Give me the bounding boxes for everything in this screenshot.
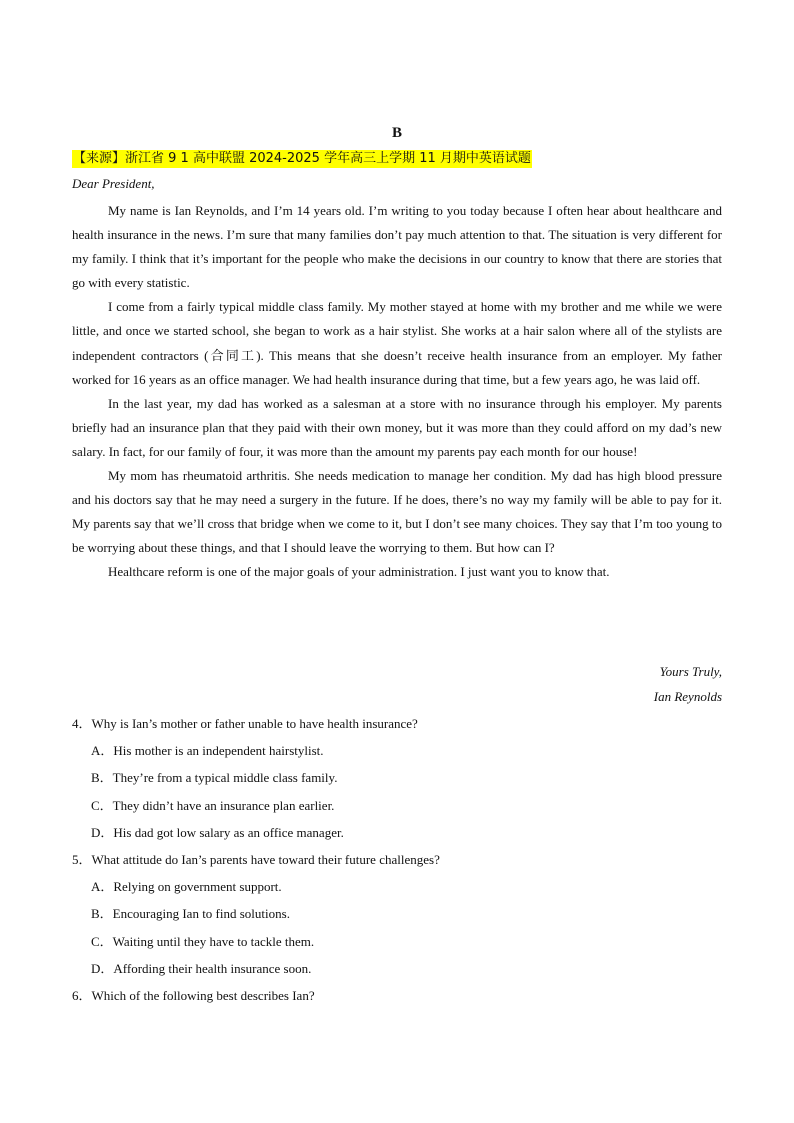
section-title: B xyxy=(391,125,402,141)
question-option: B．They’re from a typical middle class family. xyxy=(91,770,338,786)
letter-paragraph: I come from a fairly typical middle class family. My mother stayed at home with my brother and me while we were little, and once we started school, she began to work as a hair stylist. She works at a hair salon where all of the stylists are independent contractors (合同工). This means that she doesn’t receive health insurance from an employer. My father worked for 16 years as an office manager. We had health insurance during that time, but a few years ago, he was laid off. xyxy=(72,299,722,387)
question-option: D．Affording their health insurance soon. xyxy=(91,960,312,976)
letter-paragraph: In the last year, my dad has worked as a salesman at a store with no insurance through his employer. My parents briefly had an insurance plan that they paid with their own money, but it was more than they could afford on my dad’s new salary. In fact, for our family of four, it was more than the amount my parents pay each month for our house! xyxy=(72,395,722,459)
question-stem: 6．Which of the following best describes Ian? xyxy=(72,987,315,1003)
letter-closing: Yours Truly, xyxy=(659,664,722,679)
letter-paragraph: Healthcare reform is one of the major goals of your administration. I just want you to know that. xyxy=(108,564,610,580)
question-option: A．His mother is an independent hairstylist. xyxy=(91,743,324,759)
question-option: C．Waiting until they have to tackle them. xyxy=(91,933,315,949)
letter-paragraph: My name is Ian Reynolds, and I’m 14 years old. I’m writing to you today because I often hear about healthcare and health insurance in the news. I’m sure that many families don’t pay much attention to that. The situation is very different for my family. I think that it’s important for the people who make the decisions in our country to know that there are stories that go with every statistic. xyxy=(72,203,722,291)
question-stem: 4．Why is Ian’s mother or father unable to have health insurance? xyxy=(72,716,418,731)
letter-salutation: Dear President, xyxy=(72,176,155,191)
question-stem: 5．What attitude do Ian’s parents have toward their future challenges? xyxy=(72,851,440,867)
letter-signature: Ian Reynolds xyxy=(653,689,722,704)
letter-paragraph: My mom has rheumatoid arthritis. She needs medication to manage her condition. My dad has high blood pressure and his doctors say that he may need a surgery in the future. If he does, there’s no way my family will be able to pay for it. My parents say that we’ll cross that bridge when we come to it, but I don’t see many choices. They say that I’m too young to be worrying about these things, and that I should leave the worrying to them. But how can I? xyxy=(72,468,722,556)
question-option: B．Encouraging Ian to find solutions. xyxy=(91,906,290,922)
questions-section xyxy=(72,710,732,1009)
question-option: C．They didn’t have an insurance plan earlier. xyxy=(91,797,335,813)
letter-body xyxy=(72,199,722,585)
source-line: 【来源】浙江省 9 1 高中联盟 2024-2025 学年高三上学期 11 月期中英语试题 xyxy=(73,151,531,166)
question-option: D．His dad got low salary as an office manager. xyxy=(91,824,344,840)
question-option: A．Relying on government support. xyxy=(91,879,282,895)
